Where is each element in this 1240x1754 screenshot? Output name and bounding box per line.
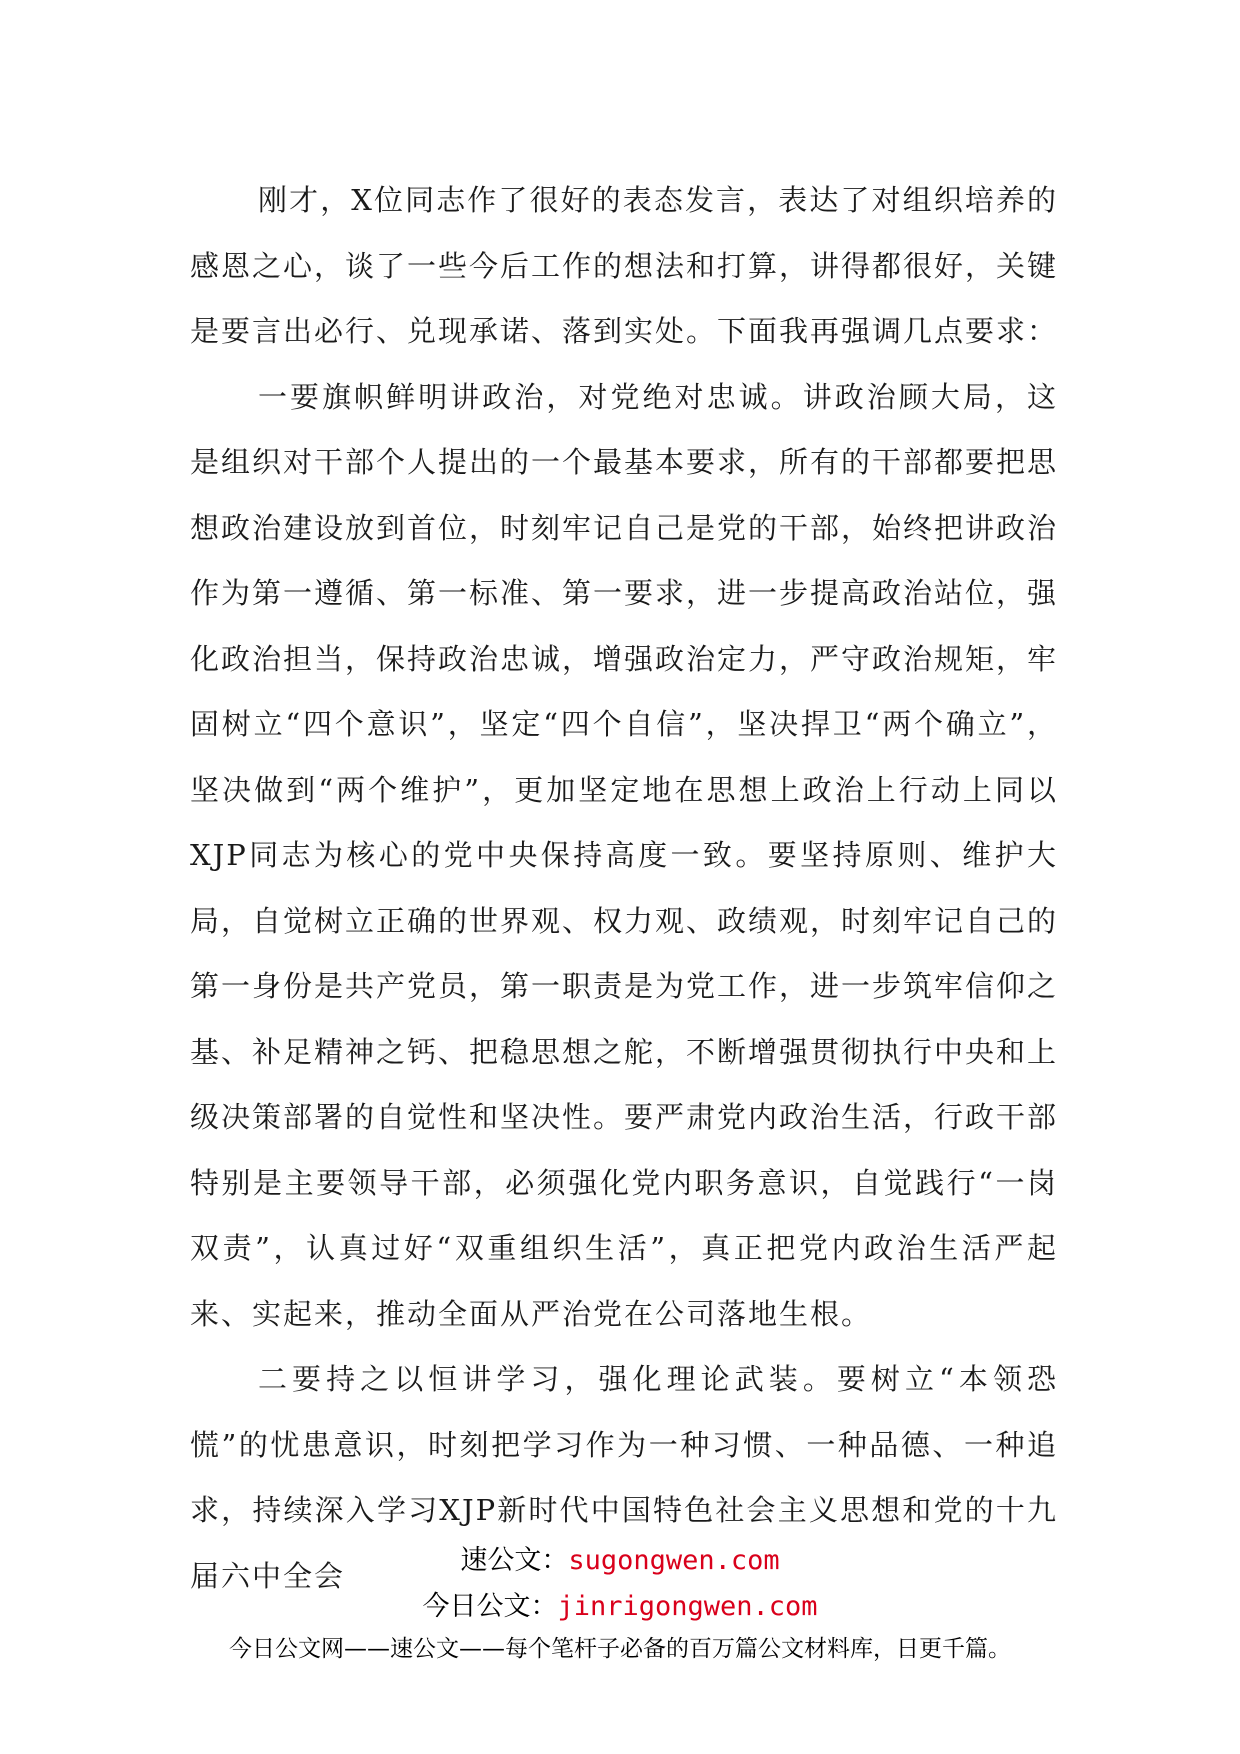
footer-sugongwen-link[interactable]: sugongwen.com bbox=[568, 1545, 780, 1576]
paragraph-intro: 刚才，X位同志作了很好的表态发言，表达了对组织培养的感恩之心，谈了一些今后工作的想法和打算，讲得都很好，关键是要言出必行、兑现承诺、落到实处。下面我再强调几点要求： bbox=[190, 183, 1059, 348]
footer-sugongwen bbox=[0, 1538, 1240, 1577]
paragraph-point-two: 二要持之以恒讲学习，强化理论武装。要树立“本领恐慌”的忧患意识，时刻把学习作为一种习惯、一种品德、一种追求，持续深入学习XJP新时代中国特色社会主义思想和党的十九届六中全会 bbox=[190, 1362, 1058, 1593]
footer-slogan: 今日公文网——速公文——每个笔杆子必备的百万篇公文材料库，日更千篇。 bbox=[229, 1636, 1011, 1662]
document-body bbox=[190, 168, 1058, 1609]
footer-jinrigongwen-label: 今日公文： bbox=[422, 1591, 558, 1622]
footer-jinrigongwen bbox=[0, 1584, 1240, 1623]
footer-jinrigongwen-link[interactable]: jinrigongwen.com bbox=[557, 1591, 818, 1622]
paragraph-point-one: 一要旗帜鲜明讲政治，对党绝对忠诚。讲政治顾大局，这是组织对干部个人提出的一个最基本要求，所有的干部都要把思想政治建设放到首位，时刻牢记自己是党的干部，始终把讲政治作为第一遵循、第一标准、第一要求，进一步提高政治站位，强化政治担当，保持政治忠诚，增强政治定力，严守政治规矩，牢固树立“四个意识”，坚定“四个自信”，坚决捍卫“两个确立”，坚决做到“两个维护”，更加坚定地在思想上政治上行动上同以XJP同志为核心的党中央保持高度一致。要坚持原则、维护大局，自觉树立正确的世界观、权力观、政绩观，时刻牢记自己的第一身份是共产党员，第一职责是为党工作，进一步筑牢信仰之基、补足精神之钙、把稳思想之舵，不断增强贯彻执行中央和上级决策部署的自觉性和坚决性。要严肃党内政治生活，行政干部特别是主要领导干部，必须强化党内职务意识，自觉践行“一岗双责”，认真过好“双重组织生活”，真正把党内政治生活严起来、实起来，推动全面从严治党在公司落地生根。 bbox=[190, 379, 1059, 1331]
footer-sugongwen-label: 速公文： bbox=[460, 1545, 569, 1576]
